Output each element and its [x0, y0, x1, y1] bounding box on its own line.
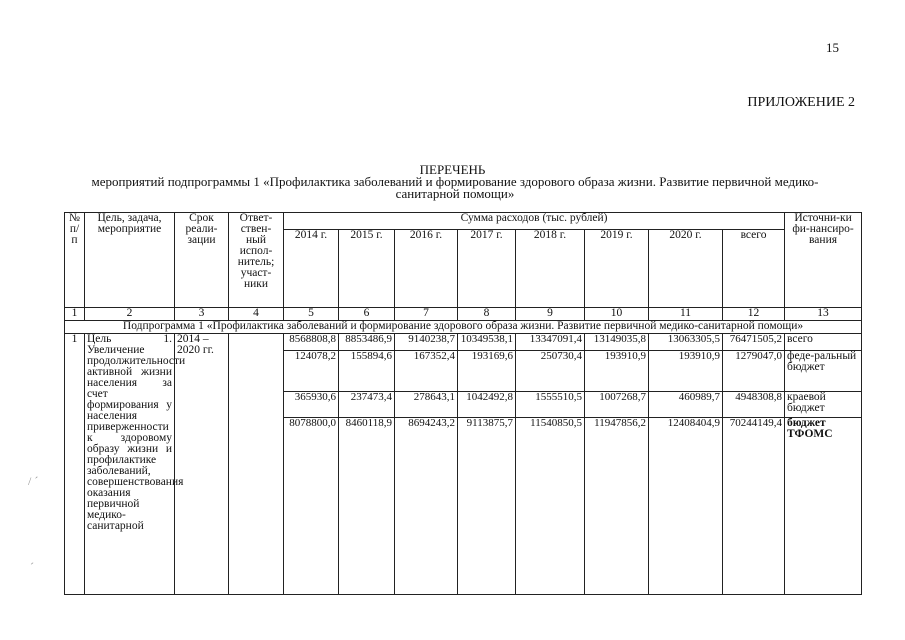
value-cell: 155894,6 — [339, 351, 395, 392]
page-number: 15 — [826, 40, 839, 55]
value-cell-total: 1279047,0 — [723, 351, 785, 392]
column-number: 6 — [339, 308, 395, 321]
scan-mark: / ˊ — [28, 474, 39, 488]
column-number: 2 — [85, 308, 175, 321]
source-cell: феде-ральный бюджет — [785, 351, 862, 392]
value-cell: 13063305,5 — [649, 334, 723, 351]
header-year: 2016 г. — [395, 230, 458, 308]
source-cell: краевой бюджет — [785, 392, 862, 418]
value-cell: 13347091,4 — [516, 334, 585, 351]
column-number: 10 — [585, 308, 649, 321]
column-number: 12 — [723, 308, 785, 321]
subprogram-row: Подпрограмма 1 «Профилактика заболеваний и формирование здорового образа жизни. Развитие первичной медико-санитарной помощи» — [65, 321, 862, 334]
column-number: 1 — [65, 308, 85, 321]
value-cell: 1555510,5 — [516, 392, 585, 418]
value-cell: 12408404,9 — [649, 418, 723, 595]
value-cell: 460989,7 — [649, 392, 723, 418]
header-source: Источни-ки фи-нансиро-вания — [785, 213, 862, 308]
header-goal: Цель, задача, мероприятие — [85, 213, 175, 308]
value-cell-total: 4948308,8 — [723, 392, 785, 418]
item-term: 2014 – 2020 гг. — [175, 334, 229, 595]
value-cell: 250730,4 — [516, 351, 585, 392]
header-year: 2014 г. — [284, 230, 339, 308]
header-year: 2017 г. — [458, 230, 516, 308]
value-cell: 1042492,8 — [458, 392, 516, 418]
value-cell: 13149035,8 — [585, 334, 649, 351]
value-cell: 365930,6 — [284, 392, 339, 418]
value-cell: 167352,4 — [395, 351, 458, 392]
document-title: ПЕРЕЧЕНЬ — [419, 162, 486, 177]
header-sum: Сумма расходов (тыс. рублей) — [284, 213, 785, 230]
value-cell: 124078,2 — [284, 351, 339, 392]
value-cell: 9113875,7 — [458, 418, 516, 595]
header-executor: Ответ-ствен-ный испол-нитель; участ-ники — [229, 213, 284, 308]
value-cell: 8853486,9 — [339, 334, 395, 351]
value-cell: 278643,1 — [395, 392, 458, 418]
column-number: 3 — [175, 308, 229, 321]
value-cell: 8460118,9 — [339, 418, 395, 595]
column-number: 11 — [649, 308, 723, 321]
column-number: 5 — [284, 308, 339, 321]
value-cell: 237473,4 — [339, 392, 395, 418]
value-cell-total: 76471505,2 — [723, 334, 785, 351]
value-cell: 193910,9 — [649, 351, 723, 392]
value-cell: 8694243,2 — [395, 418, 458, 595]
source-cell: бюджет ТФОМС — [785, 418, 862, 595]
document-subtitle: мероприятий подпрограммы 1 «Профилактика заболеваний и формирование здорового образа жизни. Развитие первичной медико-санитарной помощи» — [91, 174, 819, 201]
value-cell: 8568808,8 — [284, 334, 339, 351]
header-year: 2015 г. — [339, 230, 395, 308]
column-number: 13 — [785, 308, 862, 321]
appendix-label: ПРИЛОЖЕНИЕ 2 — [747, 95, 855, 110]
value-cell: 1007268,7 — [585, 392, 649, 418]
header-term: Срок реали-зации — [175, 213, 229, 308]
value-cell: 8078800,0 — [284, 418, 339, 595]
value-cell: 9140238,7 — [395, 334, 458, 351]
item-number: 1 — [65, 334, 85, 595]
value-cell: 11947856,2 — [585, 418, 649, 595]
source-cell: всего — [785, 334, 862, 351]
expenditure-table — [64, 212, 862, 595]
value-cell-total: 70244149,4 — [723, 418, 785, 595]
column-number: 8 — [458, 308, 516, 321]
column-number: 4 — [229, 308, 284, 321]
header-year: 2018 г. — [516, 230, 585, 308]
header-year-total: всего — [723, 230, 785, 308]
header-year: 2019 г. — [585, 230, 649, 308]
header-no: № п/п — [65, 213, 85, 308]
column-number: 9 — [516, 308, 585, 321]
value-cell: 193169,6 — [458, 351, 516, 392]
item-goal: Цель 1. Увеличение продолжительности активной жизни населения за счет формирования у населения приверженности к здоровому образу жизни и профилактике заболеваний, совершенствования оказания первичной медико-санитарной — [85, 334, 175, 595]
item-executor — [229, 334, 284, 595]
column-number: 7 — [395, 308, 458, 321]
header-year: 2020 г. — [649, 230, 723, 308]
value-cell: 193910,9 — [585, 351, 649, 392]
value-cell: 10349538,1 — [458, 334, 516, 351]
scan-mark: ˊ — [30, 560, 34, 574]
value-cell: 11540850,5 — [516, 418, 585, 595]
